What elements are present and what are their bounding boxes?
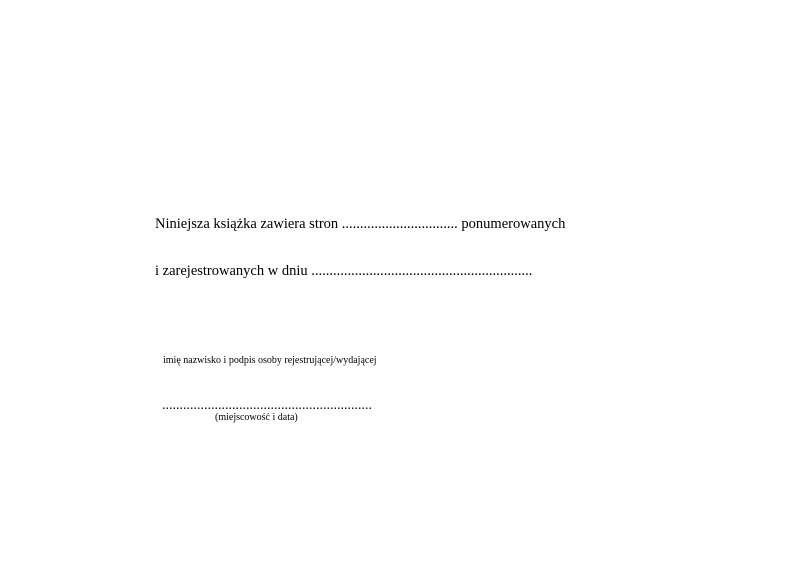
pages-count-statement: Niniejsza książka zawiera stron ................................ ponumerowanych <box>155 216 566 232</box>
registration-date-statement: i zarejestrowanych w dniu ............................................................. <box>155 263 533 279</box>
place-date-caption: (miejscowość i data) <box>215 412 298 423</box>
place-date-blank: ............................................................ <box>162 398 372 413</box>
signature-caption: imię nazwisko i podpis osoby rejestrującej/wydającej <box>163 355 377 366</box>
